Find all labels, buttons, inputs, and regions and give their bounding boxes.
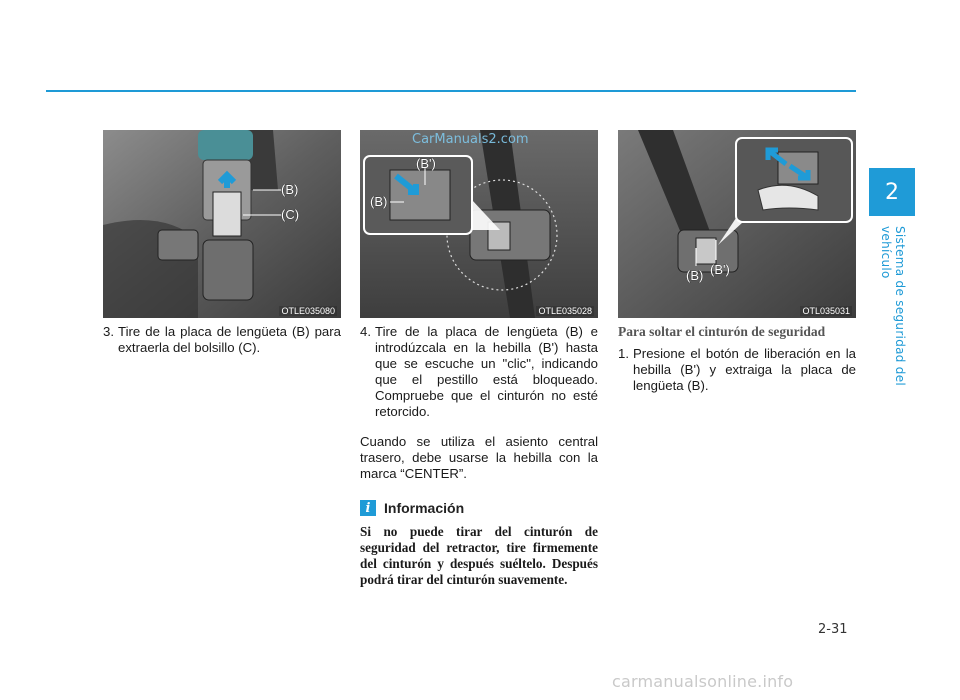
label-b-prime: (B') [710,262,730,277]
label-b-prime: (B') [416,156,436,171]
step-text: Tire de la placa de lengüeta (B) e introdúzcala en la hebilla (B') hasta que se escuche un "clic", indicando que el pestillo está bloqueado. Compruebe que el cinturón no esté retorcido. [375,324,598,419]
step-number: 4. [360,324,371,339]
info-body: Si no puede tirar del cinturón de seguridad del retractor, tire firmemente del cinturón y después suéltelo. Después podrá tirar del cinturón suavemente. [360,524,598,587]
photo-release-buckle [618,130,856,318]
column-1 [103,130,341,356]
header-rule [46,90,856,92]
buckle-insert-illustration [360,130,598,318]
seatbelt-tongue-illustration [103,130,341,318]
chapter-number: 2 [885,179,899,205]
label-b: (B) [686,268,704,283]
label-c: (C) [281,207,300,222]
photo-insert-tongue [360,130,598,318]
step-1 [618,346,856,394]
step-number: 3. [103,324,114,339]
center-buckle-note: Cuando se utiliza el asiento central trasero, debe usarse la hebilla con la marca “CENTER”. [360,434,598,481]
step-3 [103,324,341,356]
step-4 [360,324,598,420]
photo-pull-tongue [103,130,341,318]
step-text: Tire de la placa de lengüeta (B) para extraerla del bolsillo (C). [118,324,341,355]
chapter-title: Sistema de seguridad del vehículo [879,226,907,387]
release-subheading: Para soltar el cinturón de seguridad [618,324,826,339]
image-code: OTL035031 [802,306,850,316]
info-heading: Información [384,500,465,516]
info-icon: i [360,500,376,516]
footer-watermark: carmanualsonline.info [612,672,794,691]
column-2 [360,130,598,588]
image-code: OTLE035028 [538,306,592,316]
label-b: (B) [370,194,388,209]
chapter-number-tab[interactable] [869,168,915,216]
buckle-release-illustration [618,130,856,318]
label-b: (B) [281,182,299,197]
column-3 [618,130,856,394]
page-number: 2-31 [818,622,848,637]
info-heading-row [360,500,598,516]
step-text: Presione el botón de liberación en la hebilla (B') y extraiga la placa de lengüeta (B). [633,346,856,393]
image-code: OTLE035080 [281,306,335,316]
image-watermark: CarManuals2.com [412,132,529,147]
step-number: 1. [618,346,629,361]
